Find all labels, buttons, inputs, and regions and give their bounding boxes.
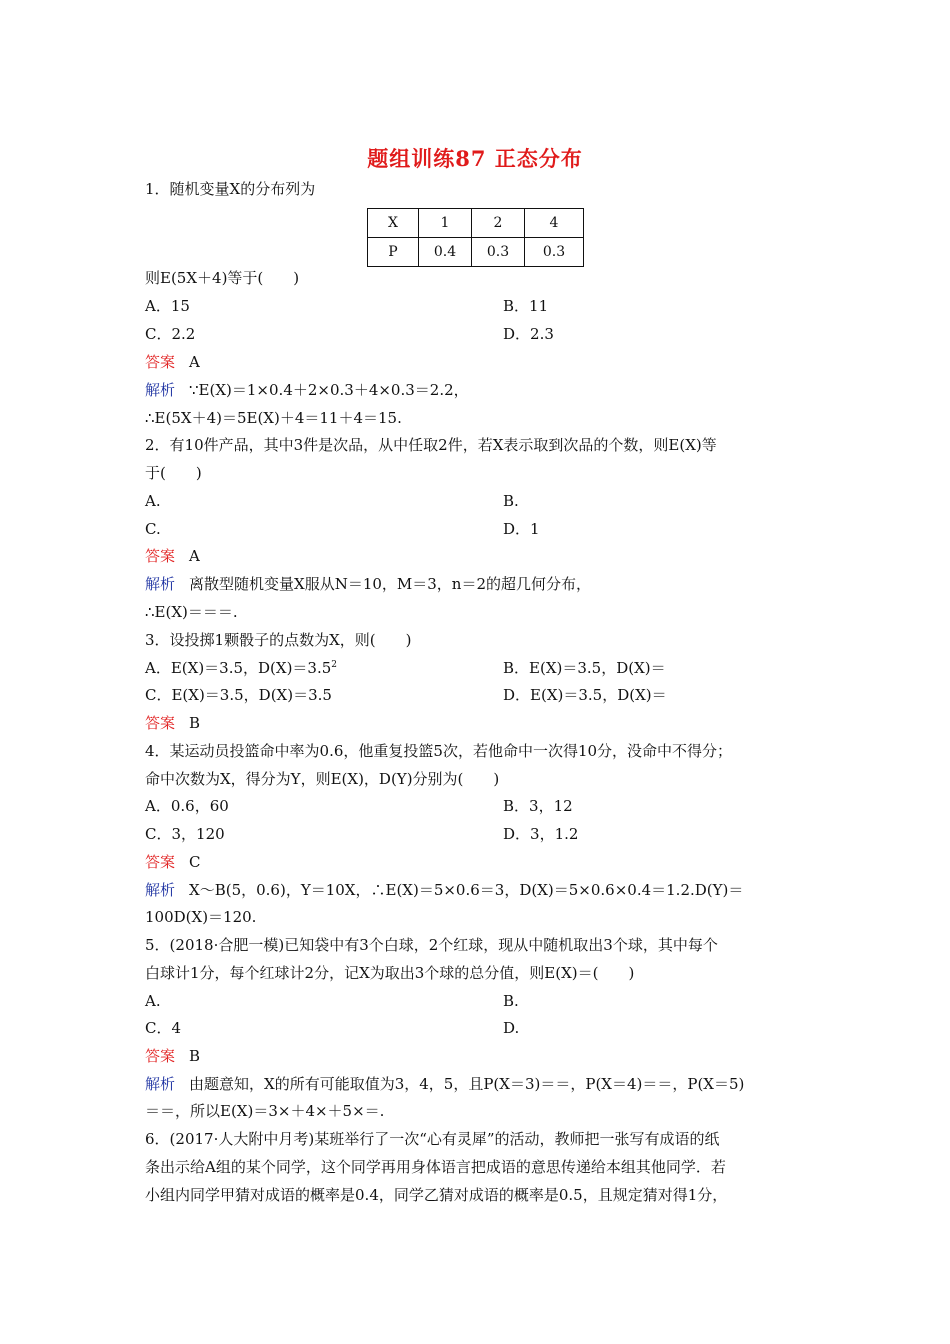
table-cell: 4	[525, 209, 584, 238]
table-row	[368, 209, 584, 238]
table-cell: 1	[419, 209, 472, 238]
q5-analysis-line2: ＝＝，所以E(X)＝3×＋4×＋5×＝.	[145, 1102, 385, 1120]
analysis-label: 解析	[145, 381, 176, 399]
table-cell: P	[368, 238, 419, 267]
q1-analysis-line2: ∴E(5X＋4)＝5E(X)＋4＝11＋4＝15.	[145, 409, 402, 427]
q4-analysis	[145, 880, 743, 900]
q2-analysis-line2: ∴E(X)＝＝＝.	[145, 603, 238, 621]
q3-option-a	[145, 658, 337, 678]
q2-option-c: C.	[145, 520, 161, 538]
q1-option-b: B．11	[503, 297, 549, 315]
table-cell: X	[368, 209, 419, 238]
distribution-table	[367, 208, 584, 267]
q2-analysis	[145, 574, 591, 594]
q4-stem-line2: 命中次数为X，得分为Y，则E(X)，D(Y)分别为( )	[145, 770, 500, 788]
answer-value: C	[189, 853, 201, 871]
q1-analysis	[145, 380, 469, 400]
option-text: A．E(X)＝3.5，D(X)＝3.5	[145, 659, 332, 677]
q5-option-a: A.	[145, 992, 161, 1010]
q6-stem-line3: 小组内同学甲猜对成语的概率是0.4，同学乙猜对成语的概率是0.5，且规定猜对得1分，	[145, 1186, 728, 1204]
q3-option-b: B．E(X)＝3.5，D(X)＝	[503, 659, 666, 677]
q3-option-c: C．E(X)＝3.5，D(X)＝3.5	[145, 686, 332, 704]
q5-answer	[145, 1046, 200, 1066]
q2-option-b: B.	[503, 492, 519, 510]
answer-value: B	[189, 714, 201, 732]
q2-stem-line1: 2．有10件产品，其中3件是次品，从中任取2件，若X表示取到次品的个数，则E(X)等	[145, 436, 717, 454]
q1-ask: 则E(5X＋4)等于( )	[145, 269, 300, 287]
q1-stem: 1．随机变量X的分布列为	[145, 180, 316, 198]
analysis-label: 解析	[145, 881, 176, 899]
analysis-text: X～B(5，0.6)，Y＝10X，∴E(X)＝5×0.6＝3，D(X)＝5×0.6×0.4＝1.2.D(Y)＝	[189, 881, 744, 899]
table-cell: 2	[472, 209, 525, 238]
q1-option-d: D．2.3	[503, 325, 554, 343]
q5-option-d: D.	[503, 1019, 520, 1037]
q5-analysis	[145, 1074, 744, 1094]
q5-option-b: B.	[503, 992, 519, 1010]
analysis-text: 离散型随机变量X服从N＝10，M＝3，n＝2的超几何分布，	[189, 575, 592, 593]
q4-option-c: C．3，120	[145, 825, 225, 843]
analysis-text: ∵E(X)＝1×0.4＋2×0.3＋4×0.3＝2.2，	[189, 381, 469, 399]
q4-option-b: B．3，12	[503, 797, 573, 815]
analysis-label: 解析	[145, 575, 176, 593]
page-title: 题组训练87 正态分布	[367, 146, 583, 171]
q1-answer	[145, 352, 200, 372]
q4-option-d: D．3，1.2	[503, 825, 579, 843]
table-cell: 0.3	[525, 238, 584, 267]
answer-label: 答案	[145, 853, 176, 871]
q4-answer	[145, 852, 201, 872]
q3-stem: 3．设投掷1颗骰子的点数为X，则( )	[145, 631, 412, 649]
answer-label: 答案	[145, 1047, 176, 1065]
q3-answer	[145, 713, 200, 733]
analysis-label: 解析	[145, 1075, 176, 1093]
analysis-text: 由题意知，X的所有可能取值为3，4，5，且P(X＝3)＝＝，P(X＝4)＝＝，P(X＝5)	[189, 1075, 745, 1093]
q1-option-c: C．2.2	[145, 325, 196, 343]
answer-value: A	[189, 547, 200, 565]
q4-stem-line1: 4．某运动员投篮命中率为0.6，他重复投篮5次，若他命中一次得10分，没命中不得分；	[145, 742, 733, 760]
q2-option-d: D．1	[503, 520, 540, 538]
q6-stem-line2: 条出示给A组的某个同学，这个同学再用身体语言把成语的意思传递给本组其他同学．若	[145, 1158, 726, 1176]
answer-value: A	[189, 353, 200, 371]
q3-option-d: D．E(X)＝3.5，D(X)＝	[503, 686, 667, 704]
answer-label: 答案	[145, 714, 176, 732]
answer-label: 答案	[145, 353, 176, 371]
q6-stem-line1: 6．(2017·人大附中月考)某班举行了一次“心有灵犀”的活动，教师把一张写有成语的纸	[145, 1130, 720, 1148]
q1-option-a: A．15	[145, 297, 190, 315]
table-cell: 0.4	[419, 238, 472, 267]
q4-analysis-line2: 100D(X)＝120.	[145, 908, 257, 926]
table-cell: 0.3	[472, 238, 525, 267]
q5-stem-line2: 白球计1分，每个红球计2分，记X为取出3个球的总分值，则E(X)＝( )	[145, 964, 635, 982]
q2-stem-line2: 于( )	[145, 464, 202, 482]
q2-answer	[145, 546, 200, 566]
answer-label: 答案	[145, 547, 176, 565]
table-row	[368, 238, 584, 267]
q4-option-a: A．0.6，60	[145, 797, 229, 815]
superscript: 2	[331, 660, 338, 670]
q5-stem-line1: 5．(2018·合肥一模)已知袋中有3个白球，2个红球，现从中随机取出3个球，其中每个	[145, 936, 718, 954]
q2-option-a: A.	[145, 492, 161, 510]
q5-option-c: C．4	[145, 1019, 182, 1037]
answer-value: B	[189, 1047, 201, 1065]
